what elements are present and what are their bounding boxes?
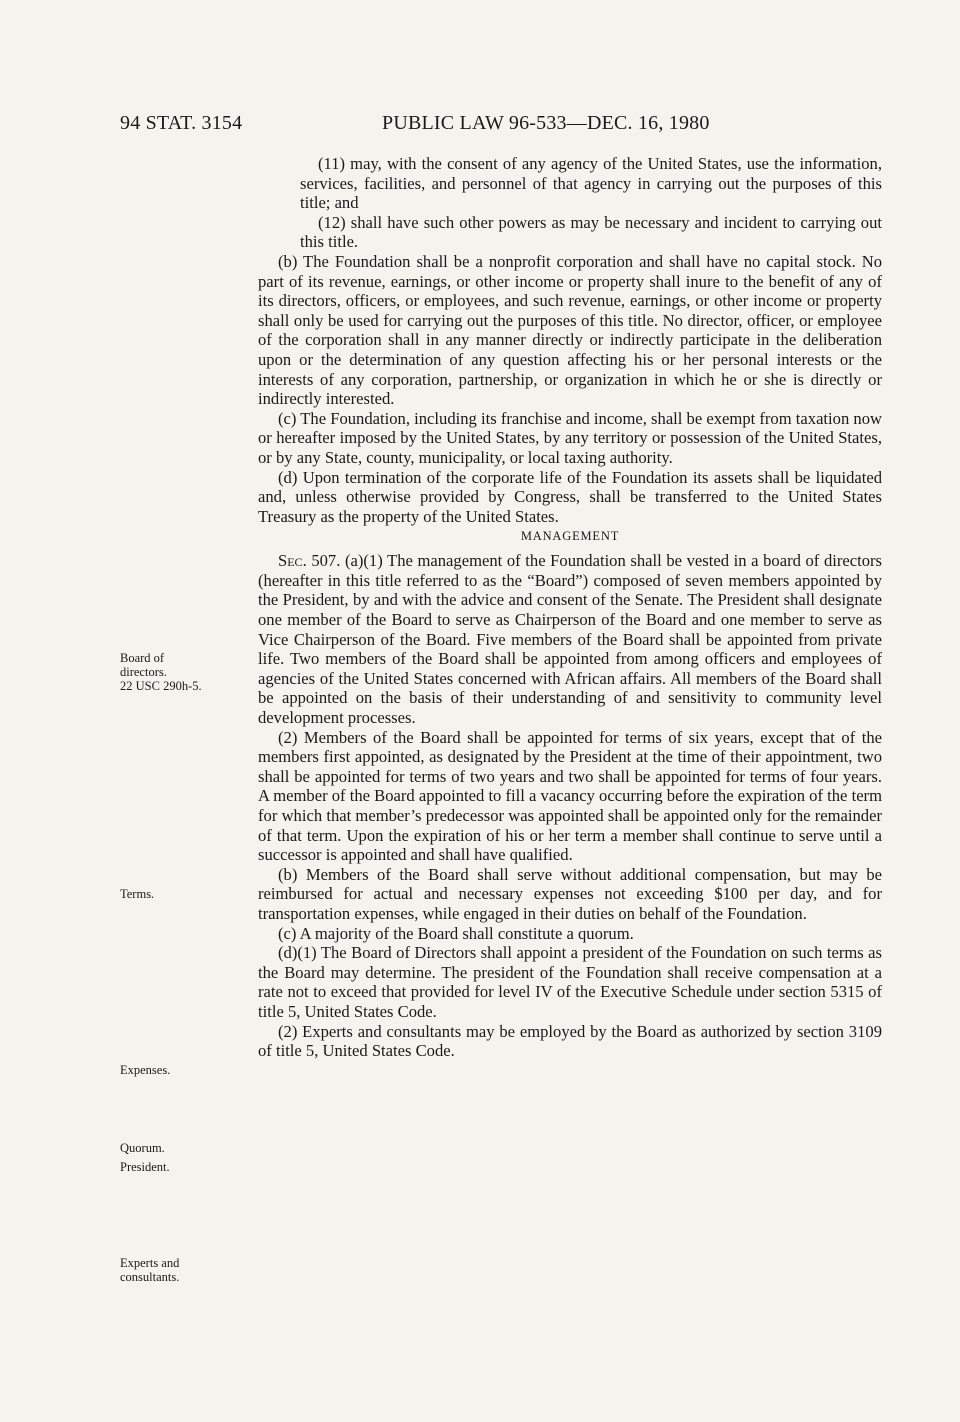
page-header [120,112,890,142]
section-507-b: (b) Members of the Board shall serve without additional compensation, but may be reimbursed for actual and necessary expenses not exceeding $100 per day, and for transportation expenses, while engaged in their duties on behalf of the Foundation. [258,864,882,923]
margin-note-board: Board of directors. [120,651,167,679]
margin-note-terms: Terms. [120,887,155,901]
margin-note-quorum: Quorum. [120,1141,165,1155]
subsection-b: (b) The Foundation shall be a nonprofit corporation and shall have no capital stock. No part of its revenue, earnings, or other income or property shall inure to the benefit of any of its directors, officers, or employees, and such revenue, earnings, or other income or property shall only be used for carrying out the purposes of this title. No director, officer, or employee of the corporation shall in any manner directly or indirectly participate in the deliberation upon or the determination of any question affecting his or her personal interests or the interests of any corporation, partnership, or organization in which he or she is directly or indirectly interested. [258,251,882,409]
margin-note-usc: 22 USC 290h-5. [120,679,202,693]
sec-label: Sec. [278,551,307,571]
law-title: PUBLIC LAW 96-533—DEC. 16, 1980 [382,112,710,134]
margin-note-expenses: Expenses. [120,1063,171,1077]
stat-citation: 94 STAT. 3154 [120,112,243,134]
section-507-a1 [258,551,882,727]
margin-note-president: President. [120,1160,170,1174]
subsection-c: (c) The Foundation, including its franchise and income, shall be exempt from taxation now or hereafter imposed by the United States, by any territory or possession of the United States, or by any State, county, municipality, or local taxing authority. [258,408,882,467]
margin-note-experts: Experts and consultants. [120,1256,180,1284]
section-507-text: 507. (a)(1) The management of the Foundation shall be vested in a board of directors (hereafter in this title referred to as the “Board”) composed of seven members appointed by the President, by and with the advice and consent of the Senate. The President shall designate one member of the Board to serve as Chairperson of the Board and one member to serve as Vice Chairperson of the Board. Five members of the Board shall be appointed from private life. Two members of the Board shall be appointed from among officers and employees of agencies of the United States concerned with African affairs. All members of the Board shall be appointed on the basis of their understanding of and sensitivity to community level development processes. [258,551,882,728]
section-507-c: (c) A majority of the Board shall constitute a quorum. [278,923,634,943]
paragraph-12: (12) shall have such other powers as may be necessary and incident to carrying out this title. [300,212,882,252]
section-heading-management: MANAGEMENT [520,529,620,544]
section-507-d2: (2) Experts and consultants may be employed by the Board as authorized by section 3109 of title 5, United States Code. [258,1021,882,1061]
subsection-d: (d) Upon termination of the corporate life of the Foundation its assets shall be liquidated and, unless otherwise provided by Congress, shall be transferred to the United States Treasury as the property of the United States. [258,467,882,526]
statute-body [258,154,882,1061]
margin-note-board-usc [120,651,245,693]
section-507-a2: (2) Members of the Board shall be appointed for terms of six years, except that of the members first appointed, as designated by the President at the time of their appointment, two shall be appointed for terms of two years and two shall be appointed for terms of four years. A member of the Board appointed to fill a vacancy occurring before the expiration of the term for which that member’s predecessor was appointed shall be appointed only for the remainder of that term. Upon the expiration of his or her term a member shall continue to serve until a successor is appointed and shall have qualified. [258,727,882,865]
paragraph-11: (11) may, with the consent of any agency of the United States, use the information, services, facilities, and personnel of that agency in carrying out the purposes of this title; and [300,154,882,213]
section-507-d1: (d)(1) The Board of Directors shall appoint a president of the Foundation on such terms as the Board may determine. The president of the Foundation shall receive compensation at a rate not to exceed that provided for level IV of the Executive Schedule under section 5315 of title 5, United States Code. [258,943,882,1021]
